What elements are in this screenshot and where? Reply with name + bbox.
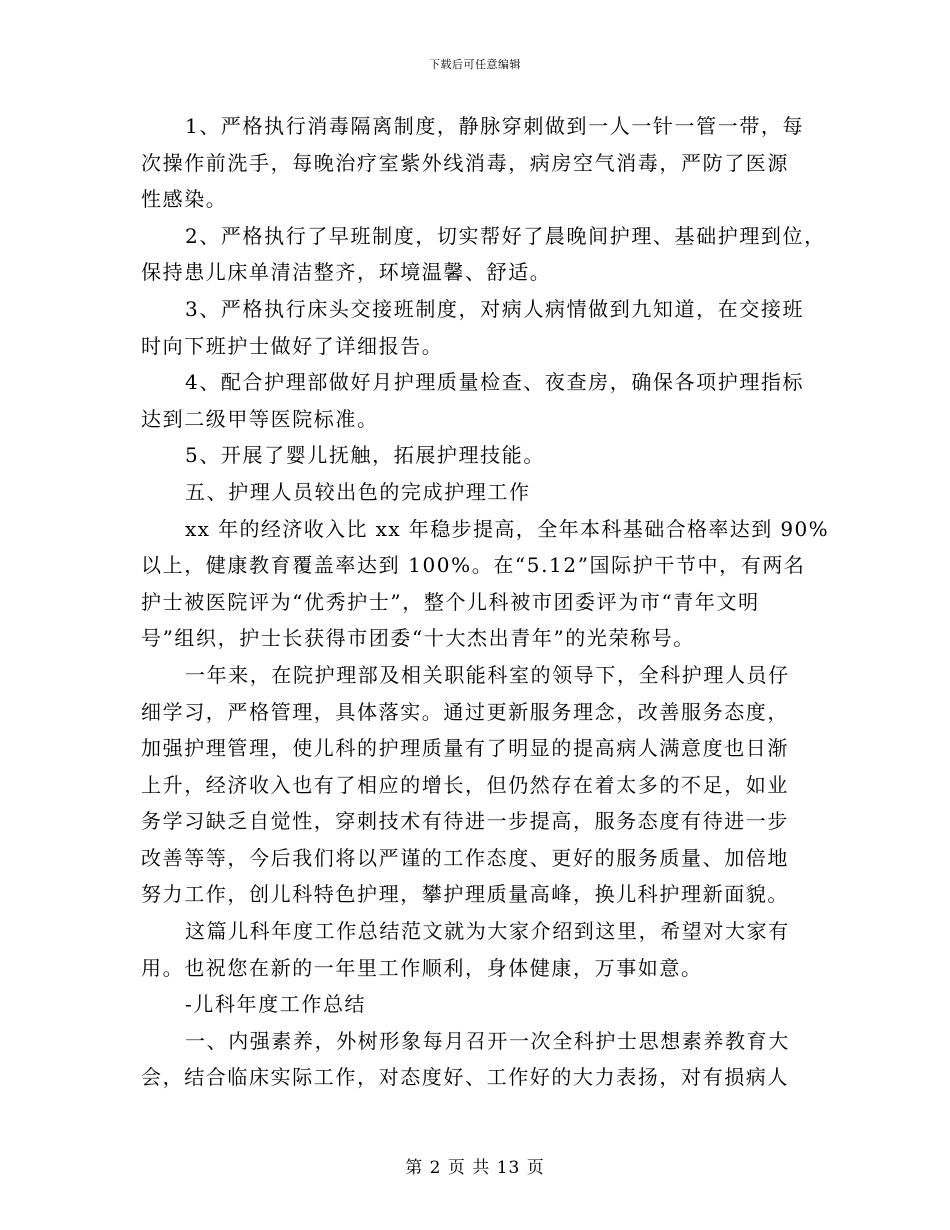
text-line: 以上，健康教育覆盖率达到 100%。在“5.12”国际护干节中，有两名 — [141, 553, 806, 578]
page-header: 下载后可任意编辑 — [429, 58, 521, 71]
text-line: -儿科年度工作总结 — [185, 992, 367, 1017]
text-line: 5、开展了婴儿抚触，拓展护理技能。 — [185, 443, 545, 468]
text-line: 上升，经济收入也有了相应的增长，但仍然存在着太多的不足，如业 — [141, 772, 789, 797]
text-line: 一、内强素养，外树形象每月召开一次全科护士思想素养教育大 — [185, 1028, 790, 1053]
text-line: 护士被医院评为“优秀护士”，整个儿科被市团委评为市“青年文明 — [141, 589, 760, 614]
text-line: xx 年的经济收入比 xx 年稳步提高，全年本科基础合格率达到 90% — [185, 516, 829, 541]
text-line: 加强护理管理，使儿科的护理质量有了明显的提高病人满意度也日渐 — [141, 736, 789, 761]
text-line: 这篇儿科年度工作总结范文就为大家介绍到这里，希望对大家有 — [185, 919, 790, 944]
page-footer: 第 2 页 共 13 页 — [405, 1158, 545, 1178]
text-line: 3、严格执行床头交接班制度，对病人病情做到九知道，在交接班 — [185, 296, 805, 321]
text-line: 细学习，严格管理，具体落实。通过更新服务理念，改善服务态度， — [141, 699, 789, 724]
text-line: 改善等等，今后我们将以严谨的工作态度、更好的服务质量、加倍地 — [141, 845, 789, 870]
text-line: 务学习缺乏自觉性，穿刺技术有待进一步提高，服务态度有待进一步 — [141, 809, 789, 834]
text-line: 达到二级甲等医院标准。 — [141, 406, 379, 431]
document-body — [141, 108, 831, 1096]
text-line: 一年来，在院护理部及相关职能科室的领导下，全科护理人员仔 — [185, 662, 790, 687]
text-line: 性感染。 — [141, 187, 228, 212]
text-line: 努力工作，创儿科特色护理，攀护理质量高峰，换儿科护理新面貌。 — [141, 882, 789, 907]
text-line: 4、配合护理部做好月护理质量检查、夜查房，确保各项护理指标 — [185, 370, 805, 395]
text-line: 五、护理人员较出色的完成护理工作 — [185, 479, 531, 504]
text-line: 保持患儿床单清洁整齐，环境温馨、舒适。 — [141, 260, 552, 285]
text-line: 用。也祝您在新的一年里工作顺利，身体健康，万事如意。 — [141, 955, 703, 980]
text-line: 1、严格执行消毒隔离制度，静脉穿刺做到一人一针一管一带，每 — [185, 114, 805, 138]
text-line: 2、严格执行了早班制度，切实帮好了晨晚间护理、基础护理到位， — [185, 223, 826, 248]
text-line: 时向下班护士做好了详细报告。 — [141, 333, 444, 358]
text-line: 会，结合临床实际工作，对态度好、工作好的大力表扬，对有损病人 — [141, 1065, 789, 1090]
text-line: 号”组织，护士长获得市团委“十大杰出青年”的光荣称号。 — [141, 626, 695, 651]
text-line: 次操作前洗手，每晚治疗室紫外线消毒，病房空气消毒，严防了医源 — [141, 150, 789, 175]
